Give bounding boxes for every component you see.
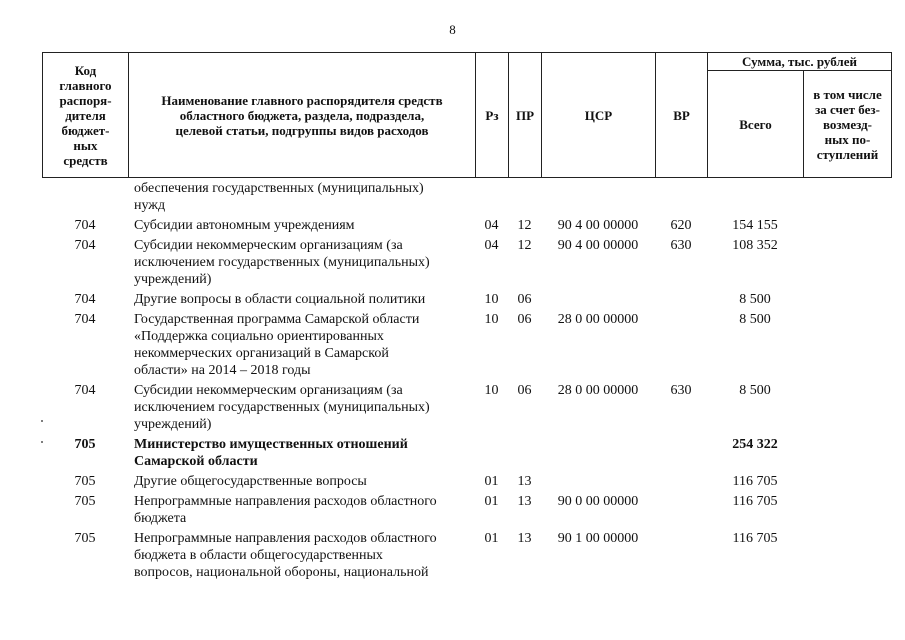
row-pr [508,436,541,470]
page-number: 8 [449,22,456,37]
row-name-line: обеспечения государственных (муниципальных) [134,181,424,196]
row-name [128,237,475,288]
header-code-line: дителя [65,107,106,123]
table-row [42,530,891,581]
row-total: 8 500 [739,383,771,398]
table-header [42,52,892,178]
row-code: 705 [74,531,96,546]
row-pr: 06 [517,292,532,307]
header-code [43,53,129,178]
header-free-line: в том числе [813,86,882,102]
row-pr: 12 [517,238,532,253]
row-name-line: некоммерческих организаций в Самарской [134,346,389,361]
row-name-line: Непрограммные направления расходов областного [134,531,437,546]
row-csr [541,180,655,214]
table-row [42,180,891,214]
row-rz: 10 [484,383,499,398]
header-sum: Сумма, тыс. рублей [708,53,892,71]
row-rz [475,180,508,214]
row-csr: 28 0 00 00000 [557,383,639,398]
row-code: 704 [74,383,96,398]
row-name [128,311,475,379]
row-pr: 13 [517,531,532,546]
row-vr [655,180,707,214]
row-rz: 04 [484,238,499,253]
row-free [803,291,891,308]
row-code: 704 [74,238,96,253]
row-name-line: учреждений) [134,417,212,432]
row-name-line: вопросов, национальной обороны, национальной [134,565,429,580]
row-name [128,180,475,214]
row-free [803,311,891,379]
row-vr [655,493,707,527]
header-vr: ВР [656,53,708,178]
row-csr: 28 0 00 00000 [557,312,639,327]
row-code: 705 [74,474,96,489]
table-row [42,311,891,379]
row-total [707,180,803,214]
table-body [42,180,891,584]
row-rz: 01 [484,494,499,509]
row-name-line: исключением государственных (муниципальных) [134,255,430,270]
row-name [128,436,475,470]
row-free [803,382,891,433]
row-total: 116 705 [732,531,778,546]
row-free [803,493,891,527]
row-name [128,291,475,308]
row-name-line: исключением государственных (муниципальных) [134,400,430,415]
row-name-line: Другие вопросы в области социальной политики [134,292,426,307]
row-name-line: «Поддержка социально ориентированных [134,329,384,344]
table-row [42,493,891,527]
header-total: Всего [708,71,804,178]
row-pr: 12 [517,218,532,233]
row-rz: 04 [484,218,499,233]
row-total: 116 705 [732,494,778,509]
row-name-line: учреждений) [134,272,212,287]
row-code [42,180,128,214]
row-name-line: Субсидии автономным учреждениям [134,218,355,233]
row-pr: 13 [517,494,532,509]
row-vr: 630 [670,383,692,398]
row-name-line: бюджета в области общегосударственных [134,548,383,563]
row-csr [541,291,655,308]
scan-artifact [41,420,43,422]
row-name-line: нужд [134,198,166,213]
row-name-line: Самарской области [134,454,258,469]
row-csr: 90 1 00 00000 [557,531,639,546]
row-pr: 06 [517,312,532,327]
row-rz: 10 [484,312,499,327]
header-code-line: главного [59,77,112,93]
row-name-line: Субсидии некоммерческим организациям (за [134,238,403,253]
row-name-line: Субсидии некоммерческим организациям (за [134,383,403,398]
header-name-line: целевой статьи, подгруппы видов расходов [175,122,429,138]
header-pr: ПР [509,53,542,178]
row-free [803,237,891,288]
row-vr [655,311,707,379]
row-vr: 620 [670,218,692,233]
row-csr: 90 4 00 00000 [557,238,639,253]
row-pr: 13 [517,474,532,489]
row-free [803,436,891,470]
scan-artifact [41,441,43,443]
row-csr [541,436,655,470]
header-code-line: распоря- [59,92,112,108]
header-name [129,53,476,178]
row-name-line: бюджета [134,511,187,526]
table-row [42,382,891,433]
table-row [42,436,891,470]
row-name-line: Министерство имущественных отношений [134,437,408,452]
row-vr [655,436,707,470]
header-rz: Рз [476,53,509,178]
row-name [128,493,475,527]
row-code: 705 [74,437,96,452]
row-csr [541,473,655,490]
row-free [803,180,891,214]
row-vr: 630 [670,238,692,253]
row-total: 8 500 [739,312,771,327]
row-total: 8 500 [739,292,771,307]
row-pr [508,180,541,214]
row-csr: 90 0 00 00000 [557,494,639,509]
row-pr: 06 [517,383,532,398]
row-rz: 10 [484,292,499,307]
header-name-line: областного бюджета, раздела, подраздела, [179,107,425,123]
row-rz: 01 [484,474,499,489]
table-row [42,237,891,288]
row-free [803,473,891,490]
header-free-line: ных по- [824,131,871,147]
header-csr: ЦСР [542,53,656,178]
row-name [128,473,475,490]
table-row [42,291,891,308]
table-row [42,217,891,234]
row-rz: 01 [484,531,499,546]
row-name [128,217,475,234]
row-code: 704 [74,312,96,327]
row-total: 254 322 [732,437,778,452]
row-vr [655,473,707,490]
row-rz [475,436,508,470]
row-code: 705 [74,494,96,509]
row-name-line: Непрограммные направления расходов областного [134,494,437,509]
row-free [803,530,891,581]
row-name-line: Государственная программа Самарской области [134,312,420,327]
row-code: 704 [74,218,96,233]
row-total: 154 155 [732,218,778,233]
row-vr [655,530,707,581]
table-row [42,473,891,490]
header-free [804,71,892,178]
header-name-line: Наименование главного распорядителя средств [161,92,443,108]
row-total: 116 705 [732,474,778,489]
header-code-line: средств [63,152,108,168]
row-total: 108 352 [732,238,778,253]
header-code-line: Код [74,62,97,78]
row-name [128,382,475,433]
row-csr: 90 4 00 00000 [557,218,639,233]
row-name-line: области» на 2014 – 2018 годы [134,363,311,378]
header-code-line: ных [73,137,98,153]
row-name-line: Другие общегосударственные вопросы [134,474,367,489]
header-code-line: бюджет- [61,122,110,138]
row-free [803,217,891,234]
row-vr [655,291,707,308]
row-code: 704 [74,292,96,307]
header-free-line: ступлений [816,146,879,162]
row-name [128,530,475,581]
header-free-line: за счет без- [815,101,880,117]
header-free-line: возмезд- [823,116,872,132]
